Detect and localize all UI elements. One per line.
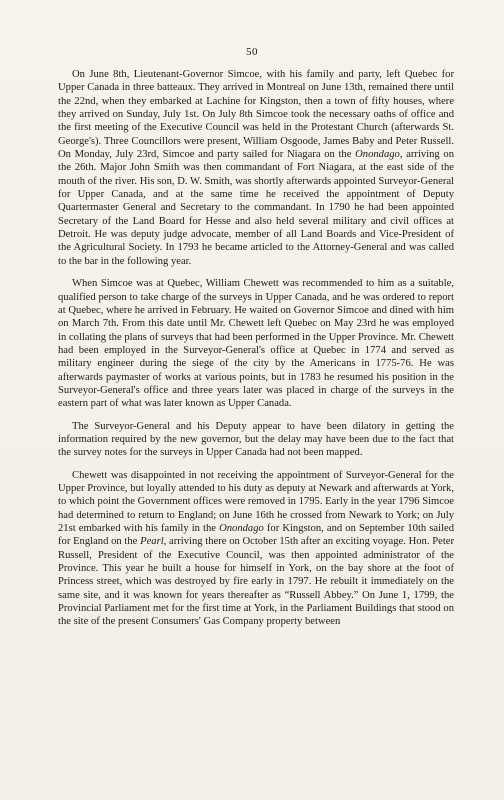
ship-name-onondago: Onondago	[355, 149, 400, 161]
ship-name-pearl: Pearl	[140, 536, 164, 548]
text-segment: Chewett was disappointed in not receiving the appointment of Surveyor-General for the Upper Province, but loyally attended to his duty as deputy at Newark and afterwards at York, to which point the Government offices were removed in 1795. Early in the year 1796 Simcoe had determined to return to England; on June 16th he crossed from Newark to York; on July 21st embarked with his family in the	[58, 469, 454, 534]
text-segment: for Kingston, and on September 10th sailed for England on the	[58, 523, 455, 548]
page-number: 50	[246, 46, 258, 58]
paragraph-1	[58, 68, 454, 268]
paragraph-4	[58, 469, 454, 629]
text-segment: When Simcoe was at Quebec, William Chewett was recommended to him as a suitable, qualified person to take charge of the surveys in Upper Canada, and he was ordered to report at Quebec, where he arrived in February. He waited on Governor Simcoe and dined with him on March 7th. From this date until Mr. Chewett left Quebec on May 23rd he was employed in collating the plans of surveys that had been performed in the Upper Province. Mr. Chewett had been employed in the Surveyor-General's office at Quebec in 1774 and served as military engineer during the siege of the city by the Americans in 1775-76. He was afterwards paymaster of works at various points, but in 1783 he resumed his position in the Surveyor-General's office and three years later was placed in charge of the surveys in the eastern part of what was later known as Upper Canada.	[58, 278, 454, 410]
ship-name-onondago: Onondago	[219, 523, 264, 534]
body-text	[58, 68, 454, 629]
paragraph-3	[58, 420, 454, 460]
text-segment: , arriving there on October 15th after an exciting voyage. Hon. Peter Russell, President of the Executive Council, was then appointed administrator of the Province. This year he built a house for himself in York, on the bay shore at the foot of Princess street, which was destroyed by fire early in 1797. He rebuilt it immediately on the same site, and it was known for years thereafter as “Russell Abbey.” On June 1, 1799, the Provincial Parliament met for the first time at York, in the Parliament Buildings that stood on the site of the present Consumers' Gas Company property between	[58, 536, 454, 628]
text-segment: On June 8th, Lieutenant-Governor Simcoe, with his family and party, left Quebec for Upper Canada in three batteaux. They arrived in Montreal on June 13th, remained there until the 22nd, when they embarked at Lachine for Kingston, then a town of fifty houses, where they arrived on Sunday, July 1st. On July 8th Simcoe took the necessary oaths of office and the first meeting of the Executive Council was held in the Protestant Church (afterwards St. George's). Three Councillors were present, William Osgoode, James Baby and Peter Russell. On Monday, July 23rd, Simcoe and party sailed for Niagara on the	[58, 69, 454, 161]
paragraph-2	[58, 277, 454, 410]
text-segment: The Surveyor-General and his Deputy appear to have been dilatory in getting the information required by the new governor, but the delay may have been due to the fact that the survey notes for the surveys in Upper Canada had not been mapped.	[58, 420, 454, 459]
text-segment: , arriving on the 26th. Major John Smith was then commandant of Fort Niagara, at the east side of the mouth of the river. His son, D. W. Smith, was shortly afterwards appointed Surveyor-General for Upper Canada, and at the same time he received the appointment of Deputy Quartermaster General and Secretary to the commandant. In 1790 he had been appointed Secretary of the Land Board for Hesse and also held several military and civil offices at Detroit. He was deputy judge advocate, member of all Land Boards and Vice-President of the Agricultural Society. In 1793 he became articled to the Attorney-General and was called to the bar in the following year.	[58, 149, 455, 267]
